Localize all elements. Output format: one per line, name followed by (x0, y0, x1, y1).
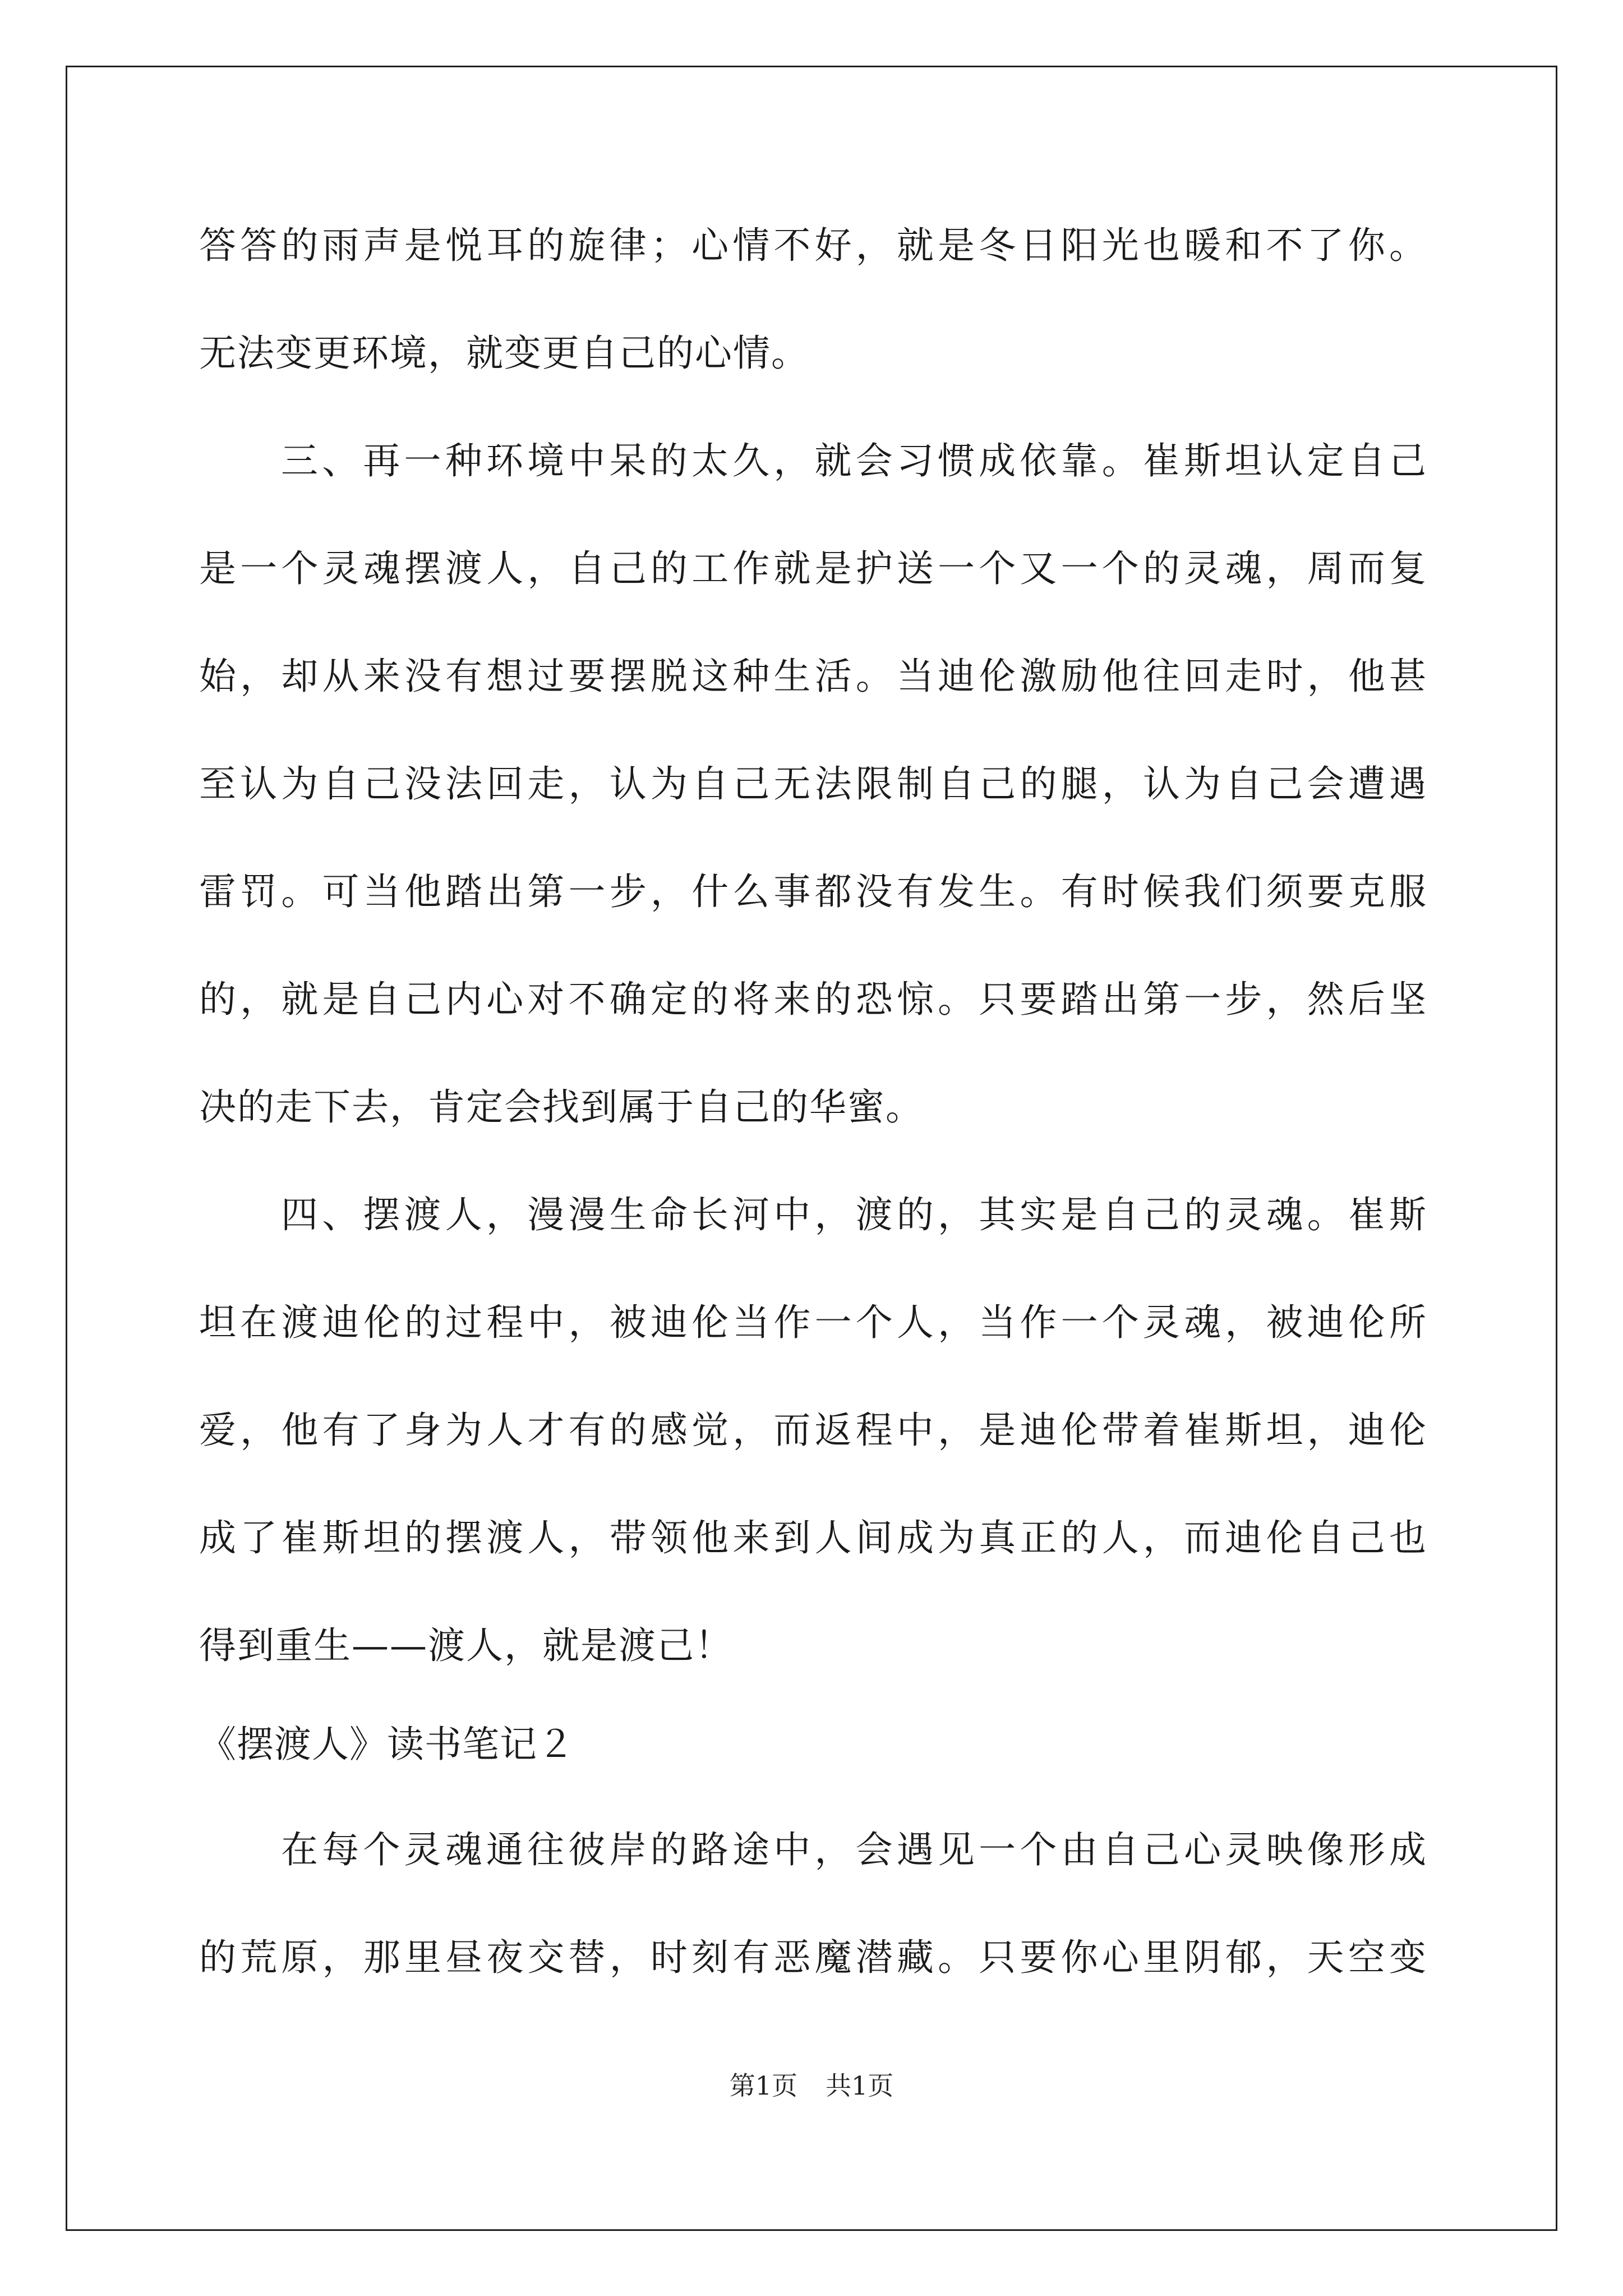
text-line: 成了崔斯坦的摆渡人，带领他来到人间成为真正的人，而迪伦自己也 (199, 1516, 1427, 1559)
text-line: 至认为自己没法回走，认为自己无法限制自己的腿，认为自己会遭遇 (199, 762, 1427, 806)
paragraph-four-start: 四、摆渡人，漫漫生命长河中，渡的，其实是自己的灵魂。崔斯 (281, 1193, 1427, 1236)
text-line: 得到重生——渡人，就是渡己！ (199, 1624, 733, 1667)
text-line: 是一个灵魂摆渡人，自己的工作就是护送一个又一个的灵魂，周而复 (199, 547, 1427, 590)
page-footer (0, 2069, 1623, 2102)
page-border (66, 66, 1557, 2231)
page-number: 第1页 (729, 2070, 797, 2101)
text-line: 答答的雨声是悦耳的旋律；心情不好，就是冬日阳光也暖和不了你。 (199, 224, 1427, 267)
paragraph-start: 在每个灵魂通往彼岸的路途中，会遇见一个由自己心灵映像形成 (281, 1828, 1427, 1871)
text-line: 的荒原，那里昼夜交替，时刻有恶魔潜藏。只要你心里阴郁，天空变 (199, 1936, 1427, 1979)
text-line: 始，却从来没有想过要摆脱这种生活。当迪伦激励他往回走时，他甚 (199, 655, 1427, 698)
paragraph-three-start: 三、再一种环境中呆的太久，就会习惯成依靠。崔斯坦认定自己 (281, 439, 1427, 482)
text-line: 决的走下去，肯定会找到属于自己的华蜜。 (199, 1085, 924, 1129)
page-total: 共1页 (826, 2070, 894, 2101)
text-line: 爱，他有了身为人才有的感觉，而返程中，是迪伦带着崔斯坦，迪伦 (199, 1409, 1427, 1452)
text-line: 坦在渡迪伦的过程中，被迪伦当作一个人，当作一个灵魂，被迪伦所 (199, 1301, 1427, 1344)
text-line: 雷罚。可当他踏出第一步，什么事都没有发生。有时候我们须要克服 (199, 870, 1427, 913)
section-heading: 《摆渡人》读书笔记２ (199, 1723, 575, 1766)
text-line: 无法变更环境，就变更自己的心情。 (199, 332, 809, 375)
text-line: 的，就是自己内心对不确定的将来的恐惊。只要踏出第一步，然后坚 (199, 978, 1427, 1021)
